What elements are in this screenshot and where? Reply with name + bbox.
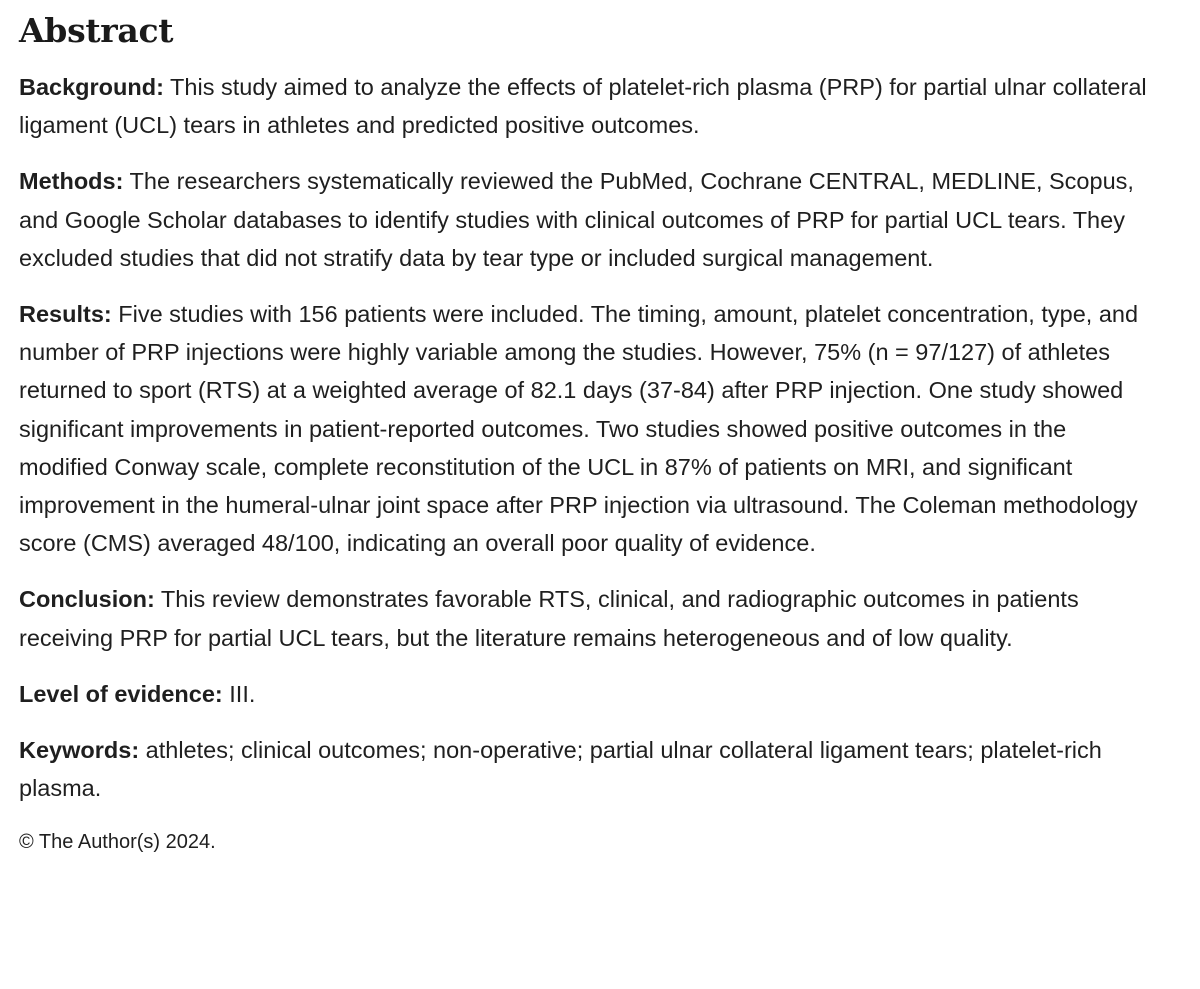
section-label: Keywords:: [19, 737, 140, 764]
section-label: Background:: [19, 74, 164, 100]
section-label: Results:: [19, 301, 112, 328]
abstract-keywords: [19, 731, 1160, 807]
section-text: Five studies with 156 patients were included. The timing, amount, platelet concentration, type, and number of PRP injections were highly variable among the studies. However, 75% (n = 97/127) of athletes returned to sport (RTS) at a weighted average of 82.1 days (37-84) after PRP injection. One study showed significant improvements in patient-reported outcomes. Two studies showed positive outcomes in the modified Conway scale, complete reconstitution of the UCL in 87% of patients on MRI, and significant improvement in the humeral-ulnar joint space after PRP injection via ultrasound. The Coleman methodology score (CMS) averaged 48/100, indicating an overall poor quality of evidence.: [19, 301, 1139, 557]
copyright-notice: © The Author(s) 2024.: [19, 831, 216, 854]
section-text: athletes; clinical outcomes; non-operative; partial ulnar collateral ligament tears; platelet-rich plasma.: [19, 737, 1102, 802]
section-text: The researchers systematically reviewed the PubMed, Cochrane CENTRAL, MEDLINE, Scopus, and Google Scholar databases to identify studies with clinical outcomes of PRP for partial UCL tears. They excluded studies that did not stratify data by tear type or included surgical management.: [19, 168, 1134, 271]
abstract-background: [19, 68, 1160, 144]
abstract-conclusion: [19, 580, 1160, 656]
section-label: Level of evidence:: [19, 680, 223, 707]
abstract-results: [19, 295, 1160, 562]
section-text: This study aimed to analyze the effects of platelet-rich plasma (PRP) for partial ulnar collateral ligament (UCL) tears in athletes and predicted positive outcomes.: [19, 74, 1147, 139]
section-label: Conclusion:: [19, 586, 155, 613]
abstract-methods: [19, 162, 1160, 277]
abstract-title: Abstract: [19, 11, 174, 50]
abstract-level-of-evidence: [19, 675, 1160, 713]
section-text: III.: [229, 680, 256, 707]
section-label: Methods:: [19, 168, 124, 195]
section-text: This review demonstrates favorable RTS, clinical, and radiographic outcomes in patients receiving PRP for partial UCL tears, but the literature remains heterogeneous and of low quality.: [19, 586, 1079, 651]
